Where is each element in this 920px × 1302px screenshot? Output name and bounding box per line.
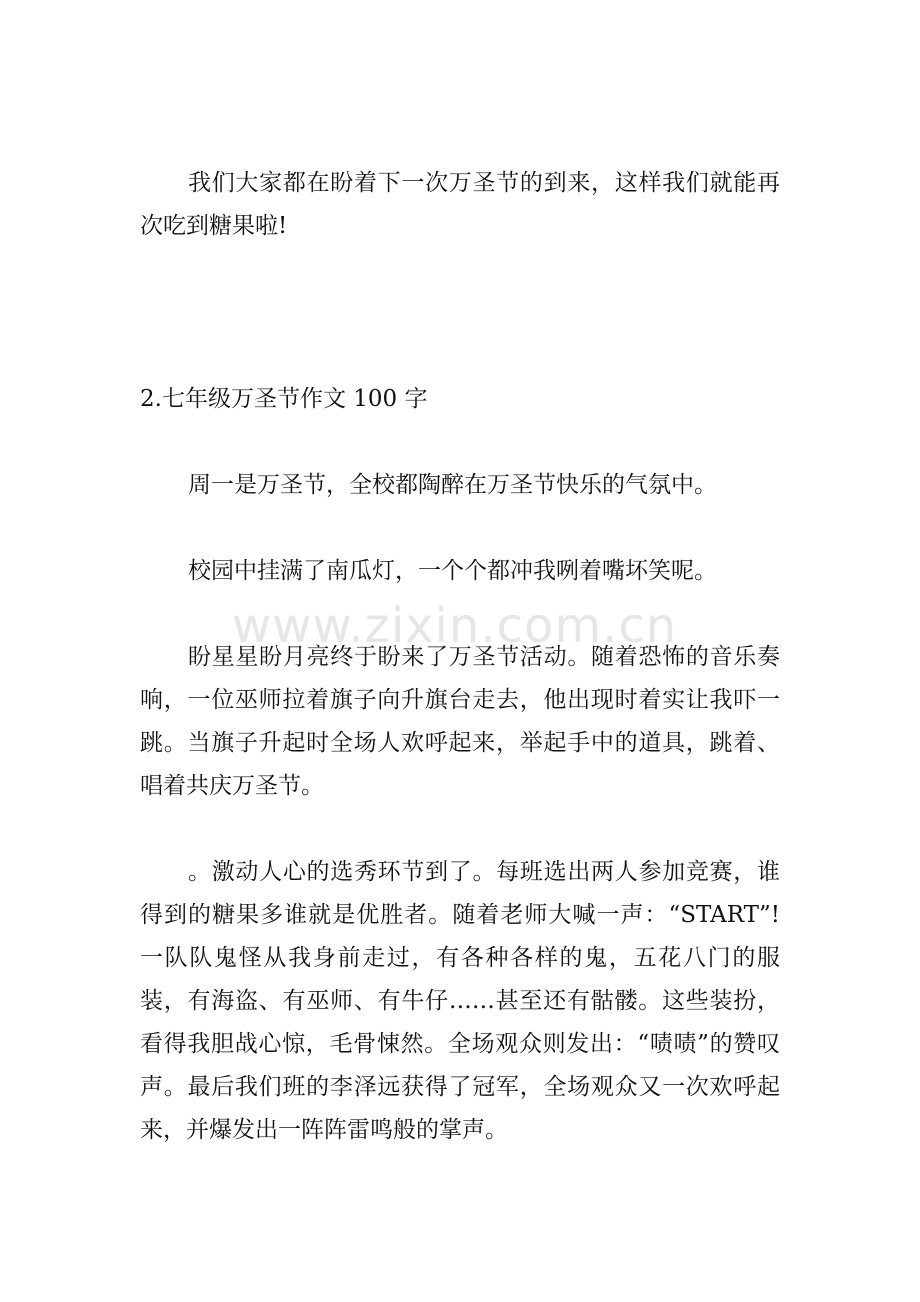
- paragraph-closing: 我们大家都在盼着下一次万圣节的到来，这样我们就能再次吃到糖果啦!: [140, 170, 780, 239]
- section-heading: 2.七年级万圣节作文 100 字: [140, 386, 428, 412]
- paragraph-costume-contest: 。激动人心的选秀环节到了。每班选出两人参加竞赛，谁得到的糖果多谁就是优胜者。随着老师大喊一声：“START”!一队队鬼怪从我身前走过，有各种各样的鬼，五花八门的服装，有海盗、有巫师、有牛仔……甚至还有骷髅。这些装扮，看得我胆战心惊，毛骨悚然。全场观众则发出：“啧啧”的赞叹声。最后我们班的李泽远获得了冠军，全场观众又一次欢呼起来，并爆发出一阵阵雷鸣般的掌声。: [140, 859, 780, 1143]
- paragraph-activity-start: 盼星星盼月亮终于盼来了万圣节活动。随着恐怖的音乐奏响，一位巫师拉着旗子向升旗台走去，他出现时着实让我吓一跳。当旗子升起时全场人欢呼起来，举起手中的道具，跳着、唱着共庆万圣节。: [140, 644, 780, 799]
- paragraph-intro: 周一是万圣节，全校都陶醉在万圣节快乐的气氛中。: [188, 472, 717, 498]
- paragraph-pumpkin-lanterns: 校园中挂满了南瓜灯，一个个都冲我咧着嘴坏笑呢。: [188, 558, 717, 584]
- watermark: www.zixin.com.cn: [232, 598, 678, 654]
